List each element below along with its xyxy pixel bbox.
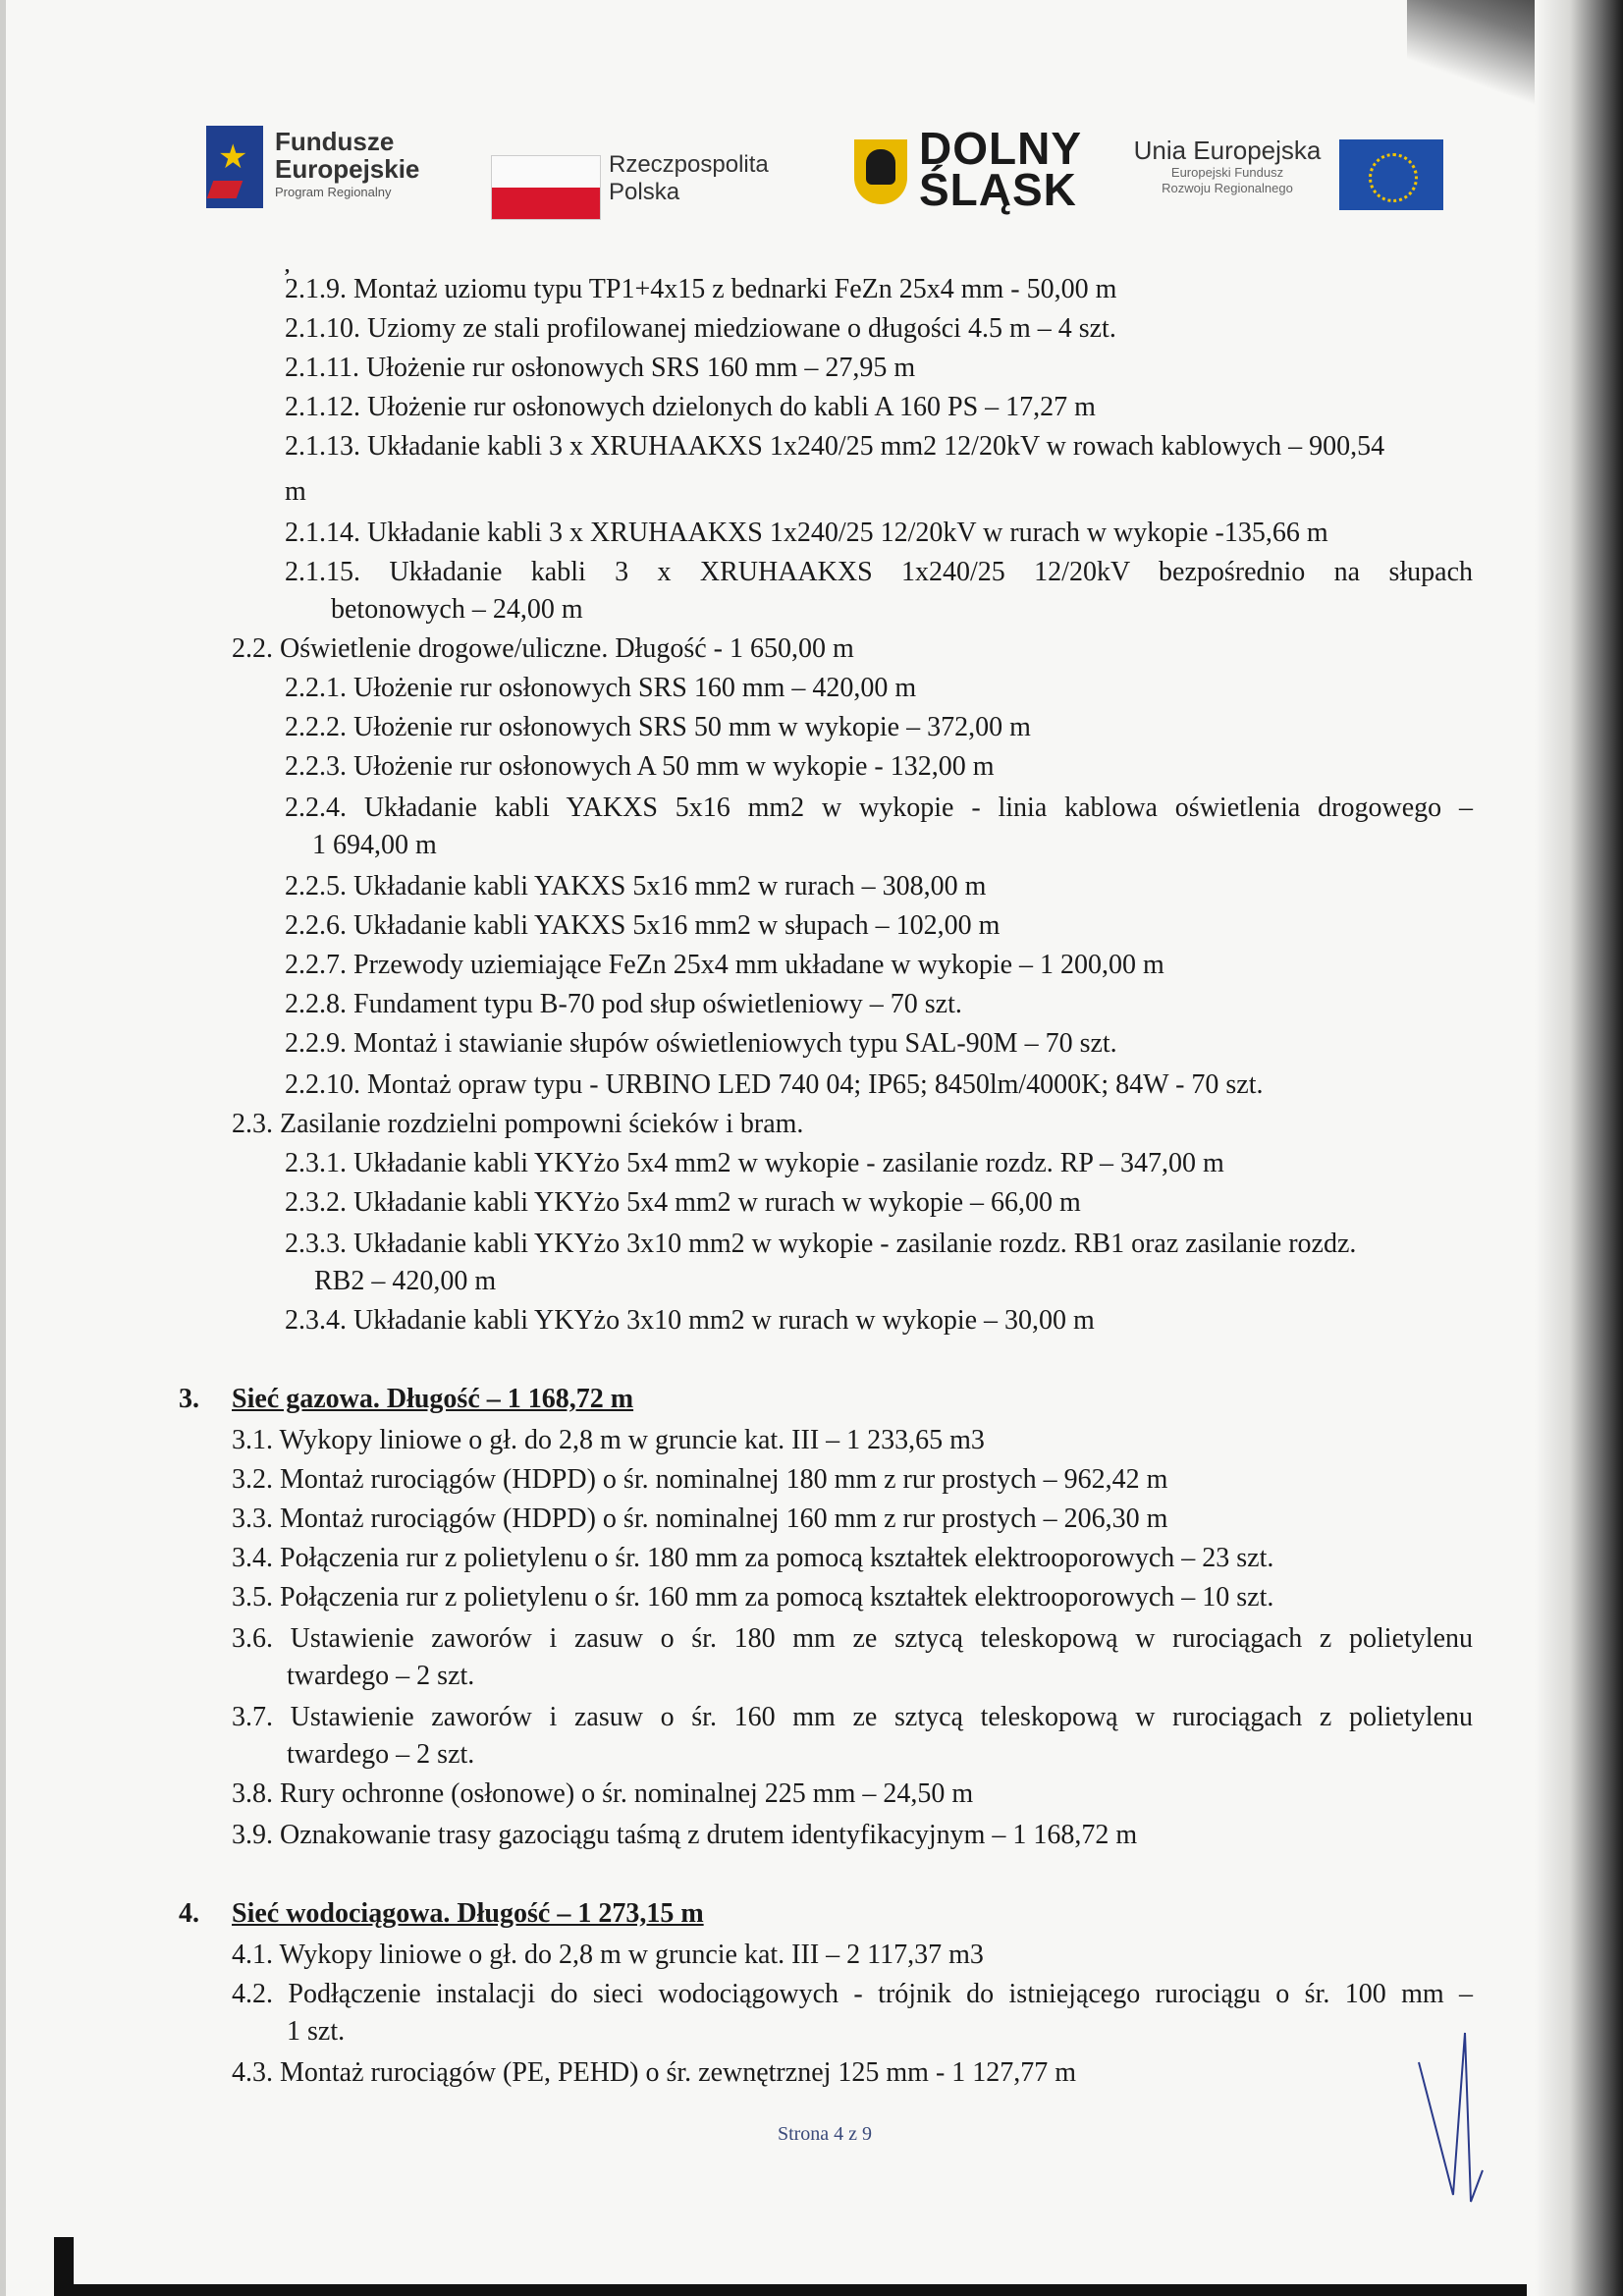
text-line: 1 694,00 m: [312, 830, 437, 860]
logo-unia-europejska: [1129, 118, 1443, 226]
text-line: 2.2.8. Fundament typu B-70 pod słup oświetleniowy – 70 szt.: [285, 989, 962, 1019]
text-line: 4.2. Podłączenie instalacji do sieci wodociągowych - trójnik do istniejącego rurociągu o śr. 100 mm –: [232, 1979, 1473, 2009]
scan-artifact: [54, 2284, 1527, 2296]
rp-title-1: Rzeczpospolita: [609, 151, 769, 178]
ds-title-1: DOLNY: [919, 123, 1082, 174]
text-line: 3.9. Oznakowanie trasy gazociągu taśmą z drutem identyfikacyjnym – 1 168,72 m: [232, 1820, 1138, 1850]
page-edge-left: [0, 0, 6, 2296]
text-line: 2.2.7. Przewody uziemiające FeZn 25x4 mm układane w wykopie – 1 200,00 m: [285, 950, 1164, 980]
text-line: RB2 – 420,00 m: [314, 1266, 497, 1296]
text-line: 3.3. Montaż rurociągów (HDPD) o śr. nominalnej 160 mm z rur prostych – 206,30 m: [232, 1503, 1168, 1534]
ue-title: Unia Europejska: [1133, 136, 1322, 165]
text-line: 2.2.5. Układanie kabli YAKXS 5x16 mm2 w rurach – 308,00 m: [285, 871, 987, 902]
text-line: 1 szt.: [287, 2016, 346, 2047]
logo-rzeczpospolita: [491, 118, 769, 226]
text-line: 2.2.10. Montaż opraw typu - URBINO LED 740 04; IP65; 8450lm/4000K; 84W - 70 szt.: [285, 1069, 1264, 1100]
text-line: 2.1.15. Układanie kabli 3 x XRUHAAKXS 1x240/25 12/20kV bezpośrednio na słupach: [285, 557, 1473, 587]
text-line: 3.6. Ustawienie zaworów i zasuw o śr. 180 mm ze sztycą teleskopową w rurociągach z polietylenu: [232, 1623, 1473, 1654]
text-line: 2.1.12. Ułożenie rur osłonowych dzielonych do kabli A 160 PS – 17,27 m: [285, 392, 1096, 422]
text-line: twardego – 2 szt.: [287, 1661, 475, 1691]
ue-subtitle-2: Rozwoju Regionalnego: [1162, 181, 1293, 195]
text-line: 2.2. Oświetlenie drogowe/uliczne. Długość - 1 650,00 m: [232, 633, 854, 664]
text-line: betonowych – 24,00 m: [331, 594, 583, 625]
eu-flag-icon: [1339, 139, 1443, 210]
scan-shadow-right: [1535, 0, 1623, 2296]
text-line: 2.2.9. Montaż i stawianie słupów oświetleniowych typu SAL-90M – 70 szt.: [285, 1028, 1117, 1059]
text-line: 3.8. Rury ochronne (osłonowe) o śr. nominalnej 225 mm – 24,50 m: [232, 1778, 974, 1809]
text-line: 2.1.14. Układanie kabli 3 x XRUHAAKXS 1x240/25 12/20kV w rurach w wykopie -135,66 m: [285, 518, 1328, 548]
text-line: 3.1. Wykopy liniowe o gł. do 2,8 m w gruncie kat. III – 1 233,65 m3: [232, 1425, 985, 1455]
header-logos: [206, 118, 1443, 226]
page-number: Strona 4 z 9: [777, 2123, 873, 2145]
text-line: 2.2.1. Ułożenie rur osłonowych SRS 160 mm – 420,00 m: [285, 673, 917, 703]
polish-flag-icon: [491, 155, 601, 220]
section-number: 3.: [179, 1384, 199, 1414]
section-heading: Sieć gazowa. Długość – 1 168,72 m: [232, 1384, 634, 1414]
ue-subtitle-1: Europejski Fundusz: [1170, 165, 1284, 180]
text-line: 3.2. Montaż rurociągów (HDPD) o śr. nominalnej 180 mm z rur prostych – 962,42 m: [232, 1464, 1168, 1495]
text-line: 2.1.11. Ułożenie rur osłonowych SRS 160 mm – 27,95 m: [285, 353, 916, 383]
text-line: m: [285, 476, 306, 507]
fe-subtitle: Program Regionalny: [275, 185, 392, 199]
text-line: 2.3.4. Układanie kabli YKYżo 3x10 mm2 w rurach w wykopie – 30,00 m: [285, 1305, 1095, 1336]
section-number: 4.: [179, 1898, 199, 1929]
text-line: twardego – 2 szt.: [287, 1739, 475, 1770]
text-line: 2.2.2. Ułożenie rur osłonowych SRS 50 mm w wykopie – 372,00 m: [285, 712, 1031, 742]
text-line: 2.1.13. Układanie kabli 3 x XRUHAAKXS 1x240/25 mm2 12/20kV w rowach kablowych – 900,54: [285, 431, 1385, 462]
fe-title-1: Fundusze: [275, 127, 395, 156]
logo-dolny-slask: [854, 118, 1080, 226]
eagle-shield-icon: [854, 139, 907, 204]
text-line: 2.3.3. Układanie kabli YKYżo 3x10 mm2 w wykopie - zasilanie rozdz. RB1 oraz zasilanie rozdz.: [285, 1229, 1357, 1259]
text-line: 2.2.6. Układanie kabli YAKXS 5x16 mm2 w słupach – 102,00 m: [285, 910, 1001, 941]
fe-emblem-icon: ★: [206, 126, 263, 208]
fe-title-2: Europejskie: [275, 154, 420, 184]
text-line: 2.3.1. Układanie kabli YKYżo 5x4 mm2 w wykopie - zasilanie rozdz. RP – 347,00 m: [285, 1148, 1224, 1178]
text-line: 2.1.10. Uziomy ze stali profilowanej miedziowane o długości 4.5 m – 4 szt.: [285, 313, 1116, 344]
rp-title-2: Polska: [609, 179, 680, 205]
ds-title-2: ŚLĄSK: [919, 164, 1077, 215]
text-line: 3.7. Ustawienie zaworów i zasuw o śr. 160 mm ze sztycą teleskopową w rurociągach z polietylenu: [232, 1702, 1473, 1732]
text-line: 3.4. Połączenia rur z polietylenu o śr. 180 mm za pomocą kształtek elektrooporowych – 23 szt.: [232, 1543, 1274, 1573]
text-line: 2.3.2. Układanie kabli YKYżo 5x4 mm2 w rurach w wykopie – 66,00 m: [285, 1187, 1081, 1218]
signature-icon: [1414, 2023, 1492, 2210]
section-heading: Sieć wodociągowa. Długość – 1 273,15 m: [232, 1898, 704, 1929]
text-line: 2.2.3. Ułożenie rur osłonowych A 50 mm w wykopie - 132,00 m: [285, 751, 995, 782]
logo-fundusze-europejskie: [206, 118, 452, 226]
text-line: 2.1.9. Montaż uziomu typu TP1+4x15 z bednarki FeZn 25x4 mm - 50,00 m: [285, 274, 1117, 304]
scan-mark: ,: [285, 255, 290, 277]
text-line: 4.1. Wykopy liniowe o gł. do 2,8 m w gruncie kat. III – 2 117,37 m3: [232, 1940, 984, 1970]
text-line: 4.3. Montaż rurociągów (PE, PEHD) o śr. zewnętrznej 125 mm - 1 127,77 m: [232, 2057, 1077, 2088]
text-line: 2.2.4. Układanie kabli YAKXS 5x16 mm2 w wykopie - linia kablowa oświetlenia drogowego –: [285, 793, 1473, 823]
text-line: 2.3. Zasilanie rozdzielni pompowni ścieków i bram.: [232, 1109, 804, 1139]
text-line: 3.5. Połączenia rur z polietylenu o śr. 160 mm za pomocą kształtek elektrooporowych – 10 szt.: [232, 1582, 1274, 1613]
